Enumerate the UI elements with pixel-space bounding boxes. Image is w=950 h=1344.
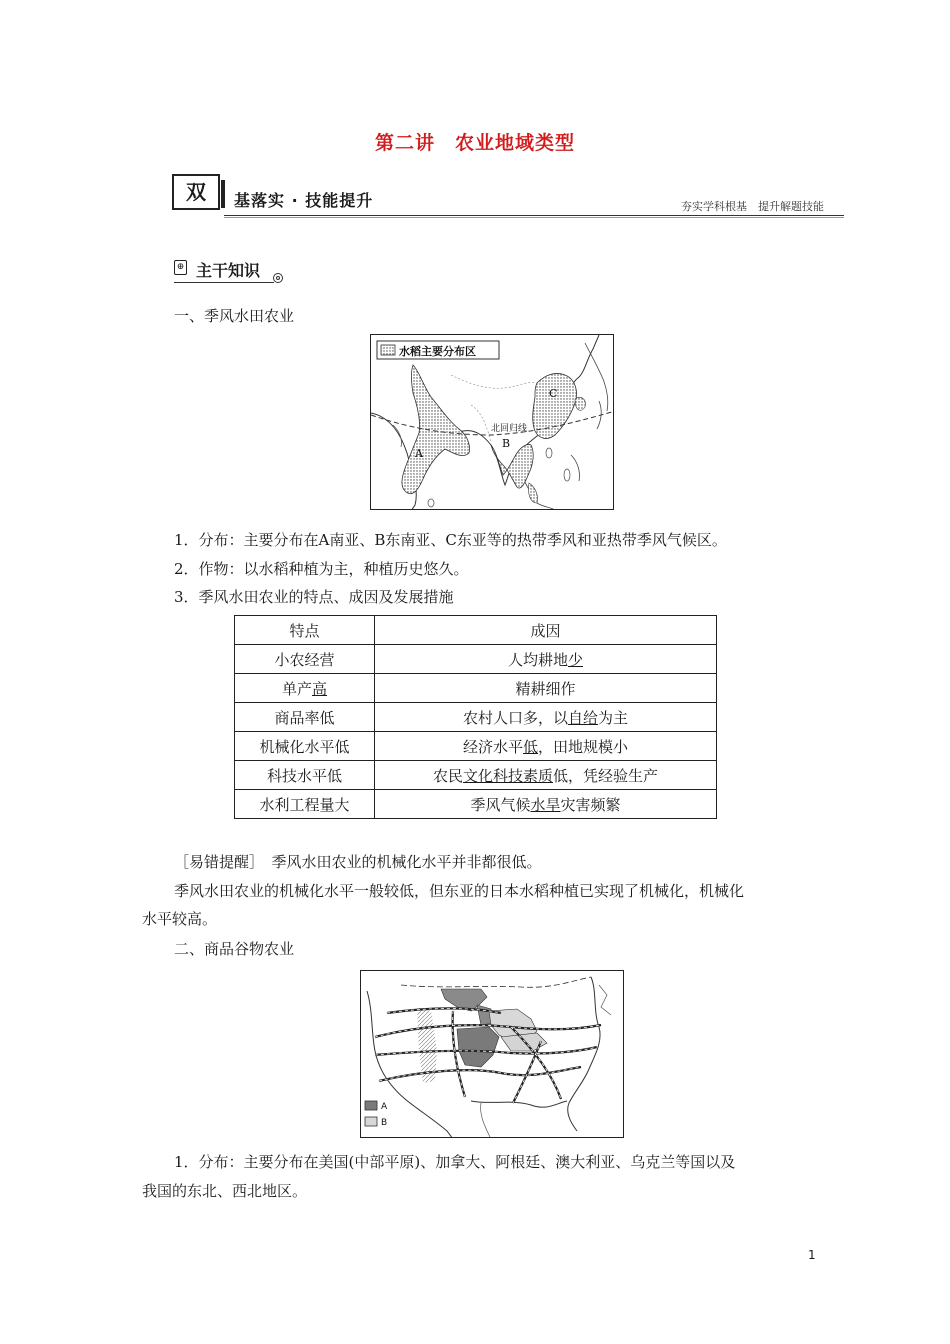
tip-label: ［易错提醒］ (174, 853, 257, 871)
table-cell: 农民文化科技素质低，凭经验生产 (375, 761, 717, 790)
rice-map-graphic (371, 335, 614, 510)
s1-item-3: 3．季风水田农业的特点、成因及发展措施 (174, 588, 454, 606)
section-underline (174, 282, 274, 283)
s1-item-1: 1．分布：主要分布在A南亚、B东南亚、C东亚等的热带季风和亚热带季风气候区。 (174, 531, 727, 549)
banner-box: 双 (172, 174, 220, 210)
grain-map (360, 970, 624, 1138)
banner-divider (224, 215, 844, 216)
table-cell: 小农经营 (235, 645, 375, 674)
map1-label-b: B (502, 437, 511, 450)
table-cell: 单产高 (235, 674, 375, 703)
table-row (235, 645, 717, 674)
table-cell: 商品率低 (235, 703, 375, 732)
tropic-label: 北回归线 (491, 424, 528, 434)
table-cell: 经济水平低，田地规模小 (375, 732, 717, 761)
table-cell: 科技水平低 (235, 761, 375, 790)
banner-subtitle: 夯实学科根基 提升解题技能 (681, 200, 824, 213)
table-header-cell: 特点 (235, 616, 375, 645)
features-table (234, 615, 717, 819)
table-row (235, 703, 717, 732)
table-row (235, 761, 717, 790)
map2-legend-b: B (381, 1118, 388, 1128)
table-cell: 机械化水平低 (235, 732, 375, 761)
rice-map (370, 334, 614, 510)
table-row (235, 674, 717, 703)
section-heading-text: 主干知识 (196, 261, 261, 280)
tip-text: 季风水田农业的机械化水平并非都很低。 (271, 853, 542, 871)
s2-heading: 二、商品谷物农业 (174, 940, 295, 958)
map1-label-c: C (549, 387, 558, 400)
table-cell: 季风气候水旱灾害频繁 (375, 790, 717, 819)
table-row (235, 732, 717, 761)
table-cell: 水利工程量大 (235, 790, 375, 819)
tip-body-2: 水平较高。 (142, 910, 218, 928)
tip-body-1: 季风水田农业的机械化水平一般较低，但东亚的日本水稻种植已实现了机械化，机械化 (174, 882, 745, 900)
s1-item-2: 2．作物：以水稻种植为主，种植历史悠久。 (174, 560, 469, 578)
page-number: 1 (808, 1248, 816, 1262)
table-cell: 农村人口多，以自给为主 (375, 703, 717, 732)
s1-heading: 一、季风水田农业 (174, 307, 295, 325)
page-title: 第二讲 农业地域类型 (374, 132, 575, 154)
map2-legend-a: A (381, 1102, 388, 1112)
table-row (235, 790, 717, 819)
s2-item-1: 1．分布：主要分布在美国(中部平原)、加拿大、阿根廷、澳大利亚、乌克兰等国以及 (174, 1153, 736, 1171)
map1-legend: 水稻主要分布区 (399, 345, 476, 358)
table-cell: 精耕细作 (375, 674, 717, 703)
tip-line (174, 852, 542, 872)
table-cell: 人均耕地少 (375, 645, 717, 674)
section-banner (172, 174, 844, 218)
banner-divider-thin (224, 217, 844, 218)
map1-label-a: A (415, 447, 423, 460)
banner-text: 基落实 · 技能提升 (234, 191, 374, 210)
table-header-cell: 成因 (375, 616, 717, 645)
s2-item-2: 我国的东北、西北地区。 (142, 1182, 308, 1200)
table-header-row (235, 616, 717, 645)
grain-map-graphic (361, 971, 624, 1138)
target-icon (273, 273, 283, 283)
section-heading (174, 258, 284, 284)
book-icon: ⊕ (174, 260, 187, 275)
